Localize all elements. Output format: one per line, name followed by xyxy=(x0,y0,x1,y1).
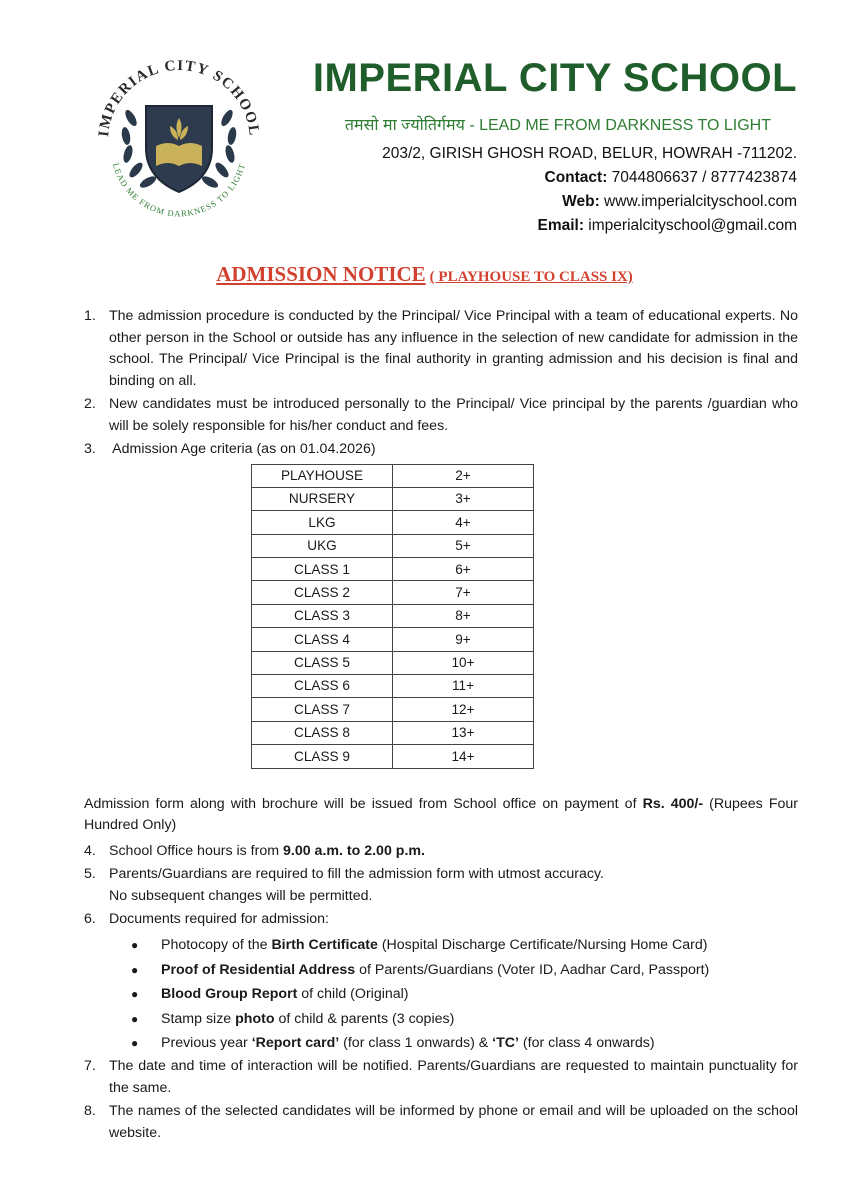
school-motto: तमसो मा ज्योतिर्गमय - LEAD ME FROM DARKNESS TO LIGHT xyxy=(344,117,771,134)
age-cell: 3+ xyxy=(393,487,534,510)
item-text: New candidates must be introduced personally to the Principal/ Vice principal by the parents /guardian who will be solely responsible for his/her conduct and fees. xyxy=(109,396,798,434)
office-hours-text: School Office hours is from xyxy=(109,842,283,859)
item-text: The date and time of interaction will be notified. Parents/Guardians are requested to maintain punctuality for the same. xyxy=(109,1058,798,1096)
item-number: 3. xyxy=(84,441,96,457)
school-name: IMPERIAL CITY SCHOOL xyxy=(312,56,797,100)
web-label: Web: xyxy=(562,193,600,210)
table-row xyxy=(252,604,534,627)
document-item xyxy=(131,958,798,983)
list-item xyxy=(84,1101,798,1144)
age-cell: 14+ xyxy=(393,745,534,768)
doc-text: Previous year xyxy=(161,1035,252,1052)
doc-bold: Proof of Residential Address xyxy=(161,961,356,978)
item-number: 4. xyxy=(84,842,96,859)
class-cell: NURSERY xyxy=(252,487,393,510)
age-criteria-table xyxy=(251,464,534,769)
class-cell: CLASS 4 xyxy=(252,628,393,651)
doc-text: (Hospital Discharge Certificate/Nursing Home Card) xyxy=(377,937,708,954)
document-item xyxy=(131,983,798,1008)
age-cell: 10+ xyxy=(393,651,534,674)
notice-title-sub: ( PLAYHOUSE TO CLASS IX) xyxy=(429,269,633,285)
age-cell: 4+ xyxy=(393,511,534,534)
item-text xyxy=(109,841,798,863)
doc-text: of child & parents (3 copies) xyxy=(274,1010,455,1027)
table-row xyxy=(252,698,534,721)
age-cell: 6+ xyxy=(393,558,534,581)
age-cell: 8+ xyxy=(393,604,534,627)
class-cell: CLASS 9 xyxy=(252,745,393,768)
contact-label: Contact: xyxy=(544,169,608,186)
school-logo xyxy=(86,48,272,234)
class-cell: LKG xyxy=(252,511,393,534)
list-item xyxy=(84,841,798,863)
item-number: 1. xyxy=(84,308,96,324)
table-row xyxy=(252,487,534,510)
age-cell: 5+ xyxy=(393,534,534,557)
list-item xyxy=(84,864,798,907)
class-cell: CLASS 6 xyxy=(252,675,393,698)
web-line xyxy=(562,193,797,211)
table-row xyxy=(252,581,534,604)
list-item xyxy=(84,306,798,392)
class-cell: CLASS 7 xyxy=(252,698,393,721)
book-icon xyxy=(156,143,202,166)
item-text: The admission procedure is conducted by the Principal/ Vice Principal with a team of educational experts. No other person in the School or outside has any influence in the selection of new candidate for admission in the school. The Principal/ Vice Principal is the final authority in granting admission and his decision is final and binding on all. xyxy=(109,308,798,389)
list-item xyxy=(84,909,798,931)
age-cell: 7+ xyxy=(393,581,534,604)
document-item xyxy=(131,934,798,959)
contact-phone: 7044806637 / 8777423874 xyxy=(607,169,797,186)
notice-title xyxy=(0,262,849,287)
table-row xyxy=(252,464,534,487)
class-cell: CLASS 2 xyxy=(252,581,393,604)
email-line xyxy=(537,217,797,235)
doc-bold: ‘TC’ xyxy=(492,1035,519,1052)
item-number: 2. xyxy=(84,396,96,412)
item-number: 6. xyxy=(84,911,96,928)
table-row xyxy=(252,651,534,674)
bullet-icon: ● xyxy=(131,938,139,953)
fee-text-end: (Rupees Four Hundred Only) xyxy=(84,795,799,834)
table-row xyxy=(252,558,534,581)
age-cell: 11+ xyxy=(393,675,534,698)
document-item xyxy=(131,1032,798,1057)
class-cell: CLASS 8 xyxy=(252,721,393,744)
office-hours-time: 9.00 a.m. to 2.00 p.m. xyxy=(283,842,425,859)
logo-bottom-text: LEAD ME FROM DARKNESS TO LIGHT xyxy=(110,161,248,219)
doc-bold: Birth Certificate xyxy=(271,937,378,954)
class-cell: UKG xyxy=(252,534,393,557)
fee-amount: Rs. 400/- xyxy=(642,795,704,812)
class-cell: CLASS 1 xyxy=(252,558,393,581)
notice-body xyxy=(84,306,798,1146)
logo-top-text: IMPERIAL CITY SCHOOL xyxy=(96,57,263,138)
school-address: 203/2, GIRISH GHOSH ROAD, BELUR, HOWRAH -711202. xyxy=(382,145,797,162)
item-text: The names of the selected candidates will be informed by phone or email and will be uploaded on the school website. xyxy=(109,1103,798,1141)
document-item xyxy=(131,1007,798,1032)
table-row xyxy=(252,534,534,557)
item-line: Parents/Guardians are required to fill the admission form with utmost accuracy. xyxy=(109,866,604,883)
list-item xyxy=(84,1056,798,1099)
table-row xyxy=(252,675,534,698)
class-cell: CLASS 5 xyxy=(252,651,393,674)
table-row xyxy=(252,721,534,744)
table-row xyxy=(252,628,534,651)
bullet-icon: ● xyxy=(131,962,139,977)
item-number: 7. xyxy=(84,1058,96,1075)
doc-text: Stamp size xyxy=(161,1010,236,1027)
table-row xyxy=(252,511,534,534)
list-item xyxy=(84,394,798,437)
class-cell: PLAYHOUSE xyxy=(252,464,393,487)
doc-text: of child (Original) xyxy=(297,986,409,1003)
item-number: 8. xyxy=(84,1103,96,1120)
item-number: 5. xyxy=(84,866,96,883)
web-url: www.imperialcityschool.com xyxy=(599,193,797,210)
age-cell: 2+ xyxy=(393,464,534,487)
item-text xyxy=(109,864,798,907)
doc-text: Photocopy of the xyxy=(161,937,272,954)
contact-line xyxy=(545,169,798,187)
age-cell: 12+ xyxy=(393,698,534,721)
age-cell: 13+ xyxy=(393,721,534,744)
email-label: Email: xyxy=(537,217,584,234)
fee-text: Admission form along with brochure will be issued from School office on payment of xyxy=(84,795,643,812)
doc-text: (for class 1 onwards) & xyxy=(339,1035,493,1052)
table-row xyxy=(252,745,534,768)
item-text: Admission Age criteria (as on 01.04.2026) xyxy=(109,441,376,457)
class-cell: CLASS 3 xyxy=(252,604,393,627)
age-cell: 9+ xyxy=(393,628,534,651)
doc-bold: photo xyxy=(235,1010,275,1027)
doc-bold: ‘Report card’ xyxy=(251,1035,340,1052)
documents-list xyxy=(84,934,798,1057)
bullet-icon: ● xyxy=(131,987,139,1002)
notice-title-main: ADMISSION NOTICE xyxy=(216,262,426,286)
doc-bold: Blood Group Report xyxy=(161,986,298,1003)
item-text: Documents required for admission: xyxy=(109,911,330,928)
bullet-icon: ● xyxy=(131,1036,139,1051)
bullet-icon: ● xyxy=(131,1011,139,1026)
item-line: No subsequent changes will be permitted. xyxy=(109,887,373,904)
doc-text: (for class 4 onwards) xyxy=(518,1035,655,1052)
doc-text: of Parents/Guardians (Voter ID, Aadhar Card, Passport) xyxy=(355,961,710,978)
fee-paragraph xyxy=(84,794,798,837)
list-item xyxy=(84,439,798,461)
email-address: imperialcityschool@gmail.com xyxy=(584,217,797,234)
